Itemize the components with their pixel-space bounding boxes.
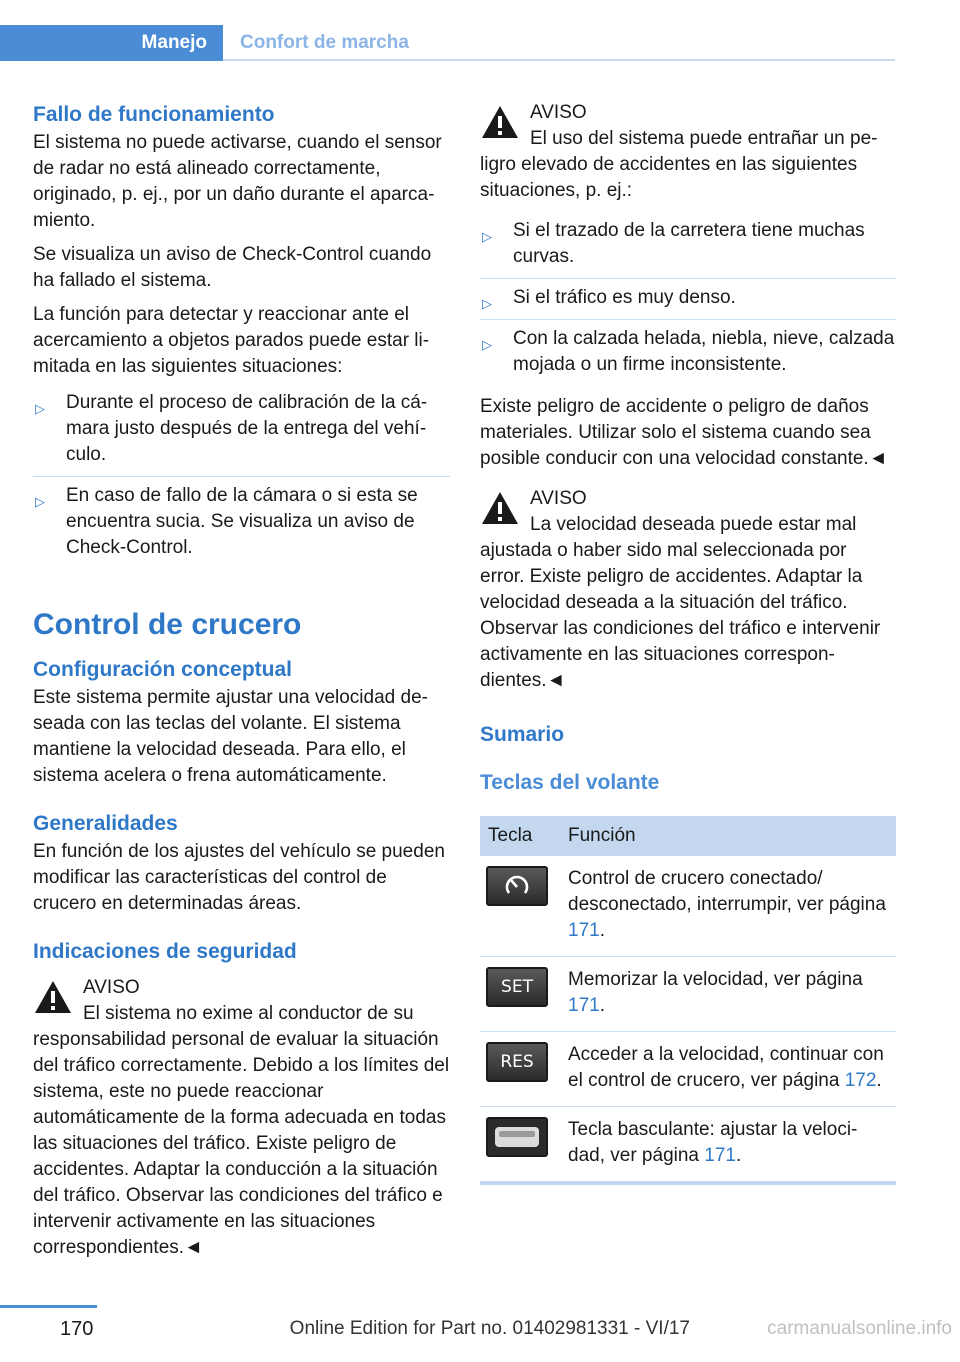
triangle-bullet-icon: ▷ bbox=[35, 401, 45, 416]
watermark: carmanualsonline.info bbox=[767, 1318, 952, 1339]
heading-configuracion: Configuración conceptual bbox=[33, 658, 293, 681]
edition-text: Online Edition for Part no. 01402981331 - VI/17 bbox=[289, 1318, 690, 1339]
table-cell: Memorizar la velocidad, ver página 171. bbox=[560, 957, 896, 1032]
page-link[interactable]: 171 bbox=[568, 995, 600, 1016]
list-item: ▷ Si el tráfico es muy denso. bbox=[480, 279, 896, 320]
heading-fallo: Fallo de funcionamiento bbox=[33, 103, 275, 126]
tab-confort-de-marcha: Confort de marcha bbox=[240, 32, 409, 53]
warning-text: La velocidad deseada puede estar mal ajustada o haber sido mal seleccionada por error. Existe peligro de accidentes. Adaptar la velocidad deseada a la situación del tráfico. Observar las condiciones del tráfico e intervenir activamente en las situaciones correspondientes.◄ bbox=[480, 514, 881, 691]
page-link[interactable]: 171 bbox=[568, 920, 600, 941]
table-row bbox=[480, 1107, 896, 1184]
warning-block bbox=[480, 486, 896, 694]
heading-control-de-crucero: Control de crucero bbox=[33, 608, 302, 641]
page-header bbox=[0, 25, 895, 61]
bullet-list bbox=[480, 212, 896, 386]
page-link[interactable]: 172 bbox=[844, 1070, 877, 1091]
column-header-tecla: Tecla bbox=[480, 816, 560, 856]
right-column bbox=[480, 100, 896, 1185]
warning-block bbox=[33, 975, 450, 1261]
list-item: ▷ Si el trazado de la carretera tiene muchas curvas. bbox=[480, 212, 896, 279]
paragraph: El sistema no puede activarse, cuando el sensor de radar no está alineado correctamente, originado, p. ej., por un daño durante el aparcamiento. bbox=[33, 132, 442, 231]
list-item: ▷ Durante el proceso de calibración de la cámara justo después de la entrega del vehículo. bbox=[33, 384, 450, 477]
table-row bbox=[480, 1032, 896, 1107]
table-row bbox=[480, 957, 896, 1032]
list-item: ▷ En caso de fallo de la cámara o si esta se encuentra sucia. Se visualiza un aviso de Check-Control. bbox=[35, 485, 418, 558]
warning-text: El uso del sistema puede entrañar un peligro elevado de accidentes en las siguientes situaciones, p. ej.: bbox=[480, 128, 878, 201]
heading-teclas-volante: Teclas del volante bbox=[480, 771, 660, 794]
list-item: ▷ Con la calzada helada, niebla, nieve, calzada mojada o un firme inconsistente. bbox=[482, 328, 895, 375]
warning-block bbox=[480, 100, 896, 204]
rocker-switch-key bbox=[486, 1117, 548, 1157]
tab-manejo: Manejo bbox=[0, 25, 223, 61]
triangle-bullet-icon: ▷ bbox=[482, 337, 492, 352]
table-header-row bbox=[480, 816, 896, 856]
paragraph: Existe peligro de accidente o peligro de daños materiales. Utilizar solo el sistema cuando sea posible conducir con una velocidad constante.◄ bbox=[480, 396, 888, 469]
keys-table bbox=[480, 816, 896, 1185]
bullet-list bbox=[33, 384, 450, 569]
rocker-switch-icon bbox=[491, 1122, 543, 1152]
page-link[interactable]: 171 bbox=[704, 1145, 736, 1166]
warning-triangle-icon bbox=[480, 490, 520, 526]
warning-triangle-icon bbox=[33, 979, 73, 1015]
heading-generalidades: Generalidades bbox=[33, 812, 178, 835]
paragraph: La función para detectar y reaccionar ante el acercamiento a objetos parados puede estar limitada en las siguientes situaciones: bbox=[33, 304, 430, 377]
paragraph: Se visualiza un aviso de Check-Control cuando ha fallado el sistema. bbox=[33, 244, 432, 291]
res-key: RES bbox=[486, 1042, 548, 1082]
triangle-bullet-icon: ▷ bbox=[482, 229, 492, 244]
left-column bbox=[33, 100, 450, 1269]
triangle-bullet-icon: ▷ bbox=[35, 494, 45, 509]
heading-sumario: Sumario bbox=[480, 723, 565, 746]
cruise-control-icon bbox=[500, 873, 534, 899]
heading-indicaciones-seguridad: Indicaciones de seguridad bbox=[33, 940, 297, 963]
footer-rule bbox=[0, 1305, 97, 1308]
triangle-bullet-icon: ▷ bbox=[482, 296, 492, 311]
table-cell: Tecla basculante: ajustar la velocidad, ver página 171. bbox=[560, 1107, 896, 1184]
page-number: 170 bbox=[60, 1318, 94, 1340]
warning-title: AVISO bbox=[530, 488, 587, 509]
paragraph: En función de los ajustes del vehículo se pueden modificar las características del control de crucero en determinadas áreas. bbox=[33, 841, 445, 914]
warning-title: AVISO bbox=[83, 977, 140, 998]
cruise-control-key bbox=[486, 866, 548, 906]
column-header-funcion: Función bbox=[560, 816, 896, 856]
warning-title: AVISO bbox=[530, 102, 587, 123]
table-cell: Control de crucero conectado/ desconectado, interrumpir, ver página 171. bbox=[560, 856, 896, 957]
paragraph: Este sistema permite ajustar una velocidad deseada con las teclas del volante. El sistema mantiene la velocidad deseada. Para ello, el sistema acelera o frena automáticamente. bbox=[33, 687, 428, 786]
warning-text: El sistema no exime al conductor de su responsabilidad personal de evaluar la situación del tráfico correctamente. Debido a los límites del sistema, este no puede reaccionar automáticamente de la forma adecuada en todas las situaciones del tráfico. Existe peligro de accidentes. Adaptar la conducción a la situación del tráfico. Observar las condiciones del tráfico e intervenir activamente en las situaciones correspondientes.◄ bbox=[33, 1003, 450, 1258]
table-row bbox=[480, 856, 896, 957]
warning-triangle-icon bbox=[480, 104, 520, 140]
set-key: SET bbox=[486, 967, 548, 1007]
table-cell: Acceder a la velocidad, continuar con el control de crucero, ver página 172. bbox=[560, 1032, 896, 1107]
